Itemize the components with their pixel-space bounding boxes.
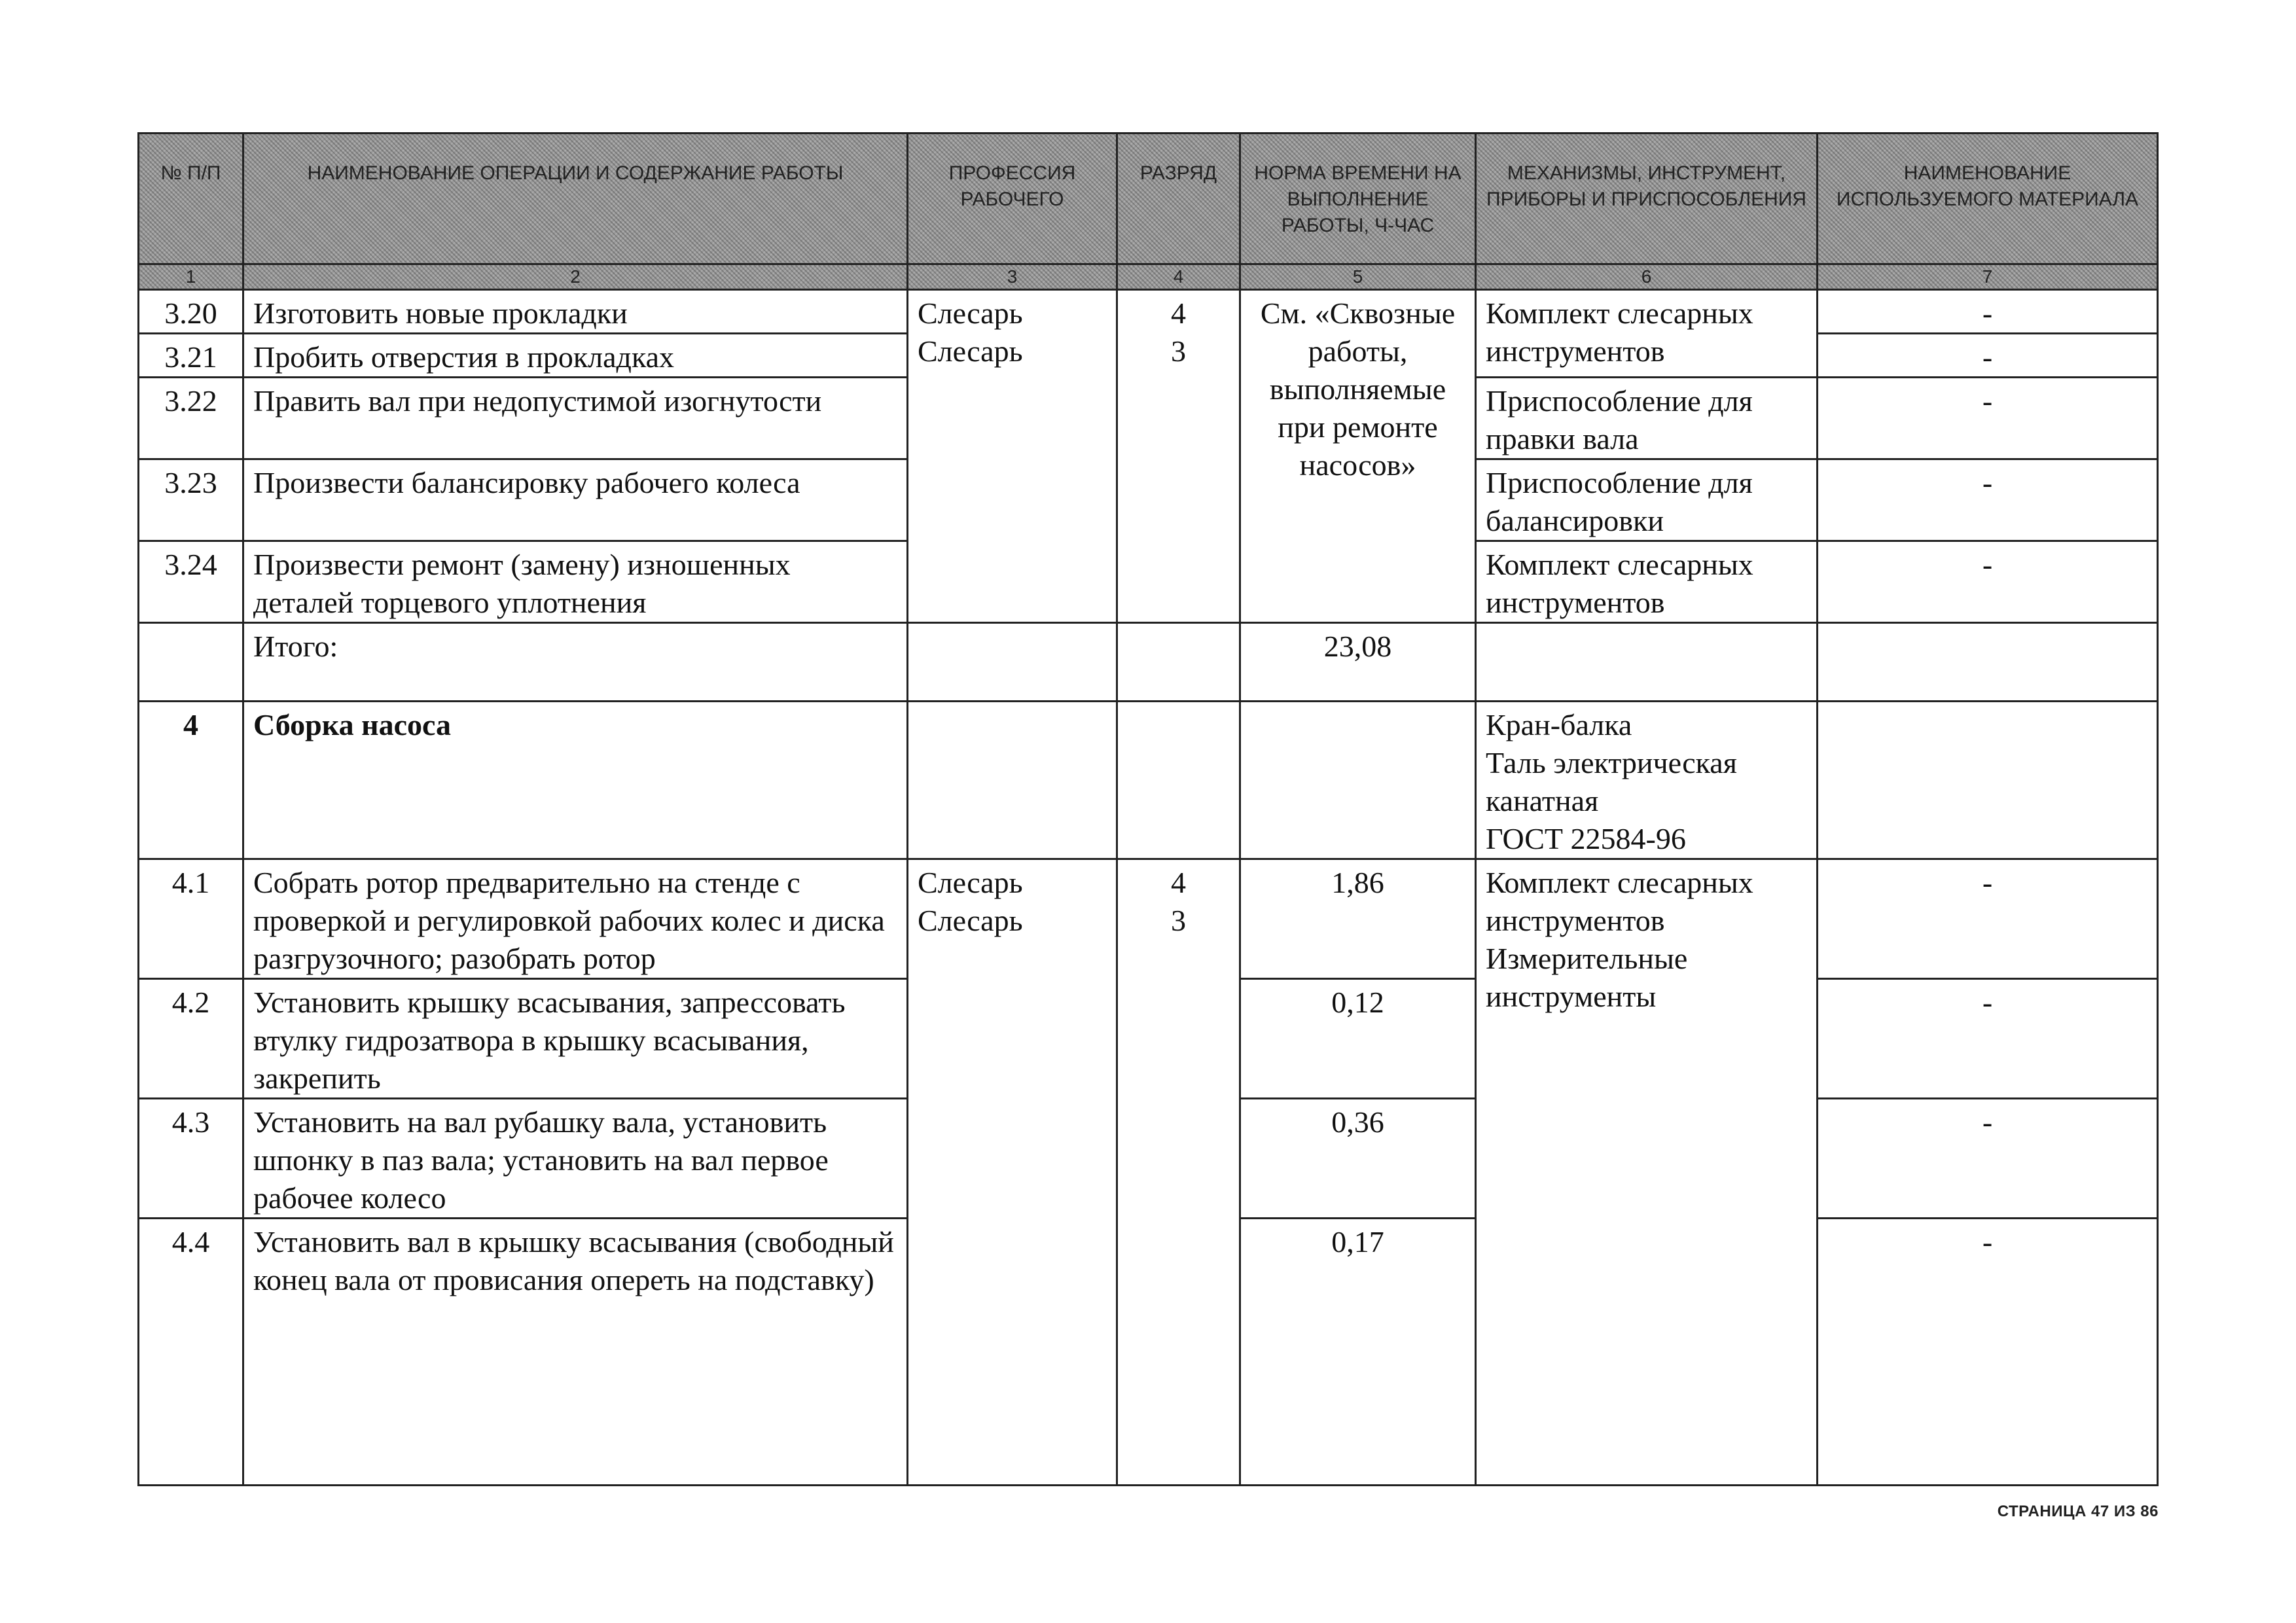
row-number: 4.3	[139, 1099, 243, 1219]
norm-cell: 1,86	[1240, 859, 1476, 979]
material-cell: -	[1818, 1099, 2158, 1219]
empty-cell	[139, 623, 243, 702]
norm-cell: 0,12	[1240, 979, 1476, 1099]
grade-cell	[1117, 859, 1240, 1486]
col-number: 2	[243, 264, 908, 290]
mechanism-cell: Приспособление для балансировки	[1476, 459, 1818, 541]
material-cell: -	[1818, 979, 2158, 1099]
col-number: 7	[1818, 264, 2158, 290]
material-cell: -	[1818, 1219, 2158, 1486]
row-number: 4.2	[139, 979, 243, 1099]
header-col-5: НОРМА ВРЕМЕНИ НА ВЫПОЛНЕНИЕ РАБОТЫ, Ч-ЧАС	[1240, 134, 1476, 264]
mechanism-line: Комплект слесарных инструментов	[1486, 866, 1753, 937]
header-col-6: МЕХАНИЗМЫ, ИНСТРУМЕНТ, ПРИБОРЫ И ПРИСПОСОБЛЕНИЯ	[1476, 134, 1818, 264]
grade: 3	[1171, 904, 1186, 937]
grade: 3	[1171, 334, 1186, 368]
mechanism-cell	[1476, 702, 1818, 859]
operation-text: Собрать ротор предварительно на стенде с проверкой и регулировкой рабочих колес и диска разгрузочного; разобрать ротор	[243, 859, 908, 979]
row-number: 3.22	[139, 378, 243, 459]
col-number: 3	[908, 264, 1117, 290]
section-title: Сборка насоса	[243, 702, 908, 859]
norm-cell: См. «Сквозные работы, выполняемые при ремонте насосов»	[1240, 290, 1476, 623]
total-row	[139, 623, 2158, 702]
mechanism-line: ГОСТ 22584-96	[1486, 822, 1686, 855]
header-col-7: НАИМЕНОВАНИЕ ИСПОЛЬЗУЕМОГО МАТЕРИАЛА	[1818, 134, 2158, 264]
row-number: 3.20	[139, 290, 243, 334]
operation-text: Править вал при недопустимой изогнутости	[243, 378, 908, 459]
profession: Слесарь	[918, 904, 1023, 937]
profession: Слесарь	[918, 866, 1023, 899]
row-number: 3.21	[139, 334, 243, 378]
grade: 4	[1171, 296, 1186, 330]
empty-cell	[1240, 702, 1476, 859]
empty-cell	[908, 623, 1117, 702]
table-row	[139, 859, 2158, 979]
col-number: 1	[139, 264, 243, 290]
material-cell: -	[1818, 459, 2158, 541]
empty-cell	[1476, 623, 1818, 702]
mechanism-cell: Комплект слесарных инструментов	[1476, 541, 1818, 623]
header-row	[139, 134, 2158, 264]
grade: 4	[1171, 866, 1186, 899]
operation-text: Установить вал в крышку всасывания (свободный конец вала от провисания опереть на подставку)	[243, 1219, 908, 1486]
mechanism-cell: Приспособление для правки вала	[1476, 378, 1818, 459]
total-value: 23,08	[1240, 623, 1476, 702]
operations-table	[137, 132, 2159, 1486]
section-row	[139, 702, 2158, 859]
profession-cell	[908, 859, 1117, 1486]
header-col-2: НАИМЕНОВАНИЕ ОПЕРАЦИИ И СОДЕРЖАНИЕ РАБОТЫ	[243, 134, 908, 264]
row-number: 4.4	[139, 1219, 243, 1486]
norm-cell: 0,36	[1240, 1099, 1476, 1219]
row-number: 3.24	[139, 541, 243, 623]
mechanism-line: Таль электрическая канатная	[1486, 746, 1737, 817]
empty-cell	[1818, 702, 2158, 859]
grade-cell	[1117, 290, 1240, 623]
row-number: 4.1	[139, 859, 243, 979]
empty-cell	[1818, 623, 2158, 702]
header-col-1: № П/П	[139, 134, 243, 264]
row-number: 3.23	[139, 459, 243, 541]
empty-cell	[1117, 623, 1240, 702]
col-number: 4	[1117, 264, 1240, 290]
material-cell: -	[1818, 541, 2158, 623]
mechanism-cell	[1476, 859, 1818, 1486]
profession-cell	[908, 290, 1117, 623]
operation-text: Установить на вал рубашку вала, установить шпонку в паз вала; установить на вал первое рабочее колесо	[243, 1099, 908, 1219]
mechanism-line: Измерительные инструменты	[1486, 942, 1688, 1013]
norm-cell: 0,17	[1240, 1219, 1476, 1486]
column-number-row	[139, 264, 2158, 290]
operation-text: Произвести балансировку рабочего колеса	[243, 459, 908, 541]
profession: Слесарь	[918, 334, 1023, 368]
page-number: СТРАНИЦА 47 ИЗ 86	[1997, 1503, 2159, 1520]
operation-text: Произвести ремонт (замену) изношенных деталей торцевого уплотнения	[243, 541, 908, 623]
header-col-4: РАЗРЯД	[1117, 134, 1240, 264]
empty-cell	[1117, 702, 1240, 859]
operation-text: Установить крышку всасывания, запрессовать втулку гидрозатвора в крышку всасывания, закрепить	[243, 979, 908, 1099]
material-cell: -	[1818, 378, 2158, 459]
material-cell: -	[1818, 859, 2158, 979]
col-number: 6	[1476, 264, 1818, 290]
header-col-3: ПРОФЕССИЯ РАБОЧЕГО	[908, 134, 1117, 264]
operation-text: Изготовить новые прокладки	[243, 290, 908, 334]
mechanism-cell: Комплект слесарных инструментов	[1476, 290, 1818, 378]
table-row	[139, 290, 2158, 334]
material-cell: -	[1818, 290, 2158, 334]
profession: Слесарь	[918, 296, 1023, 330]
empty-cell	[908, 702, 1117, 859]
section-number: 4	[139, 702, 243, 859]
operation-text: Пробить отверстия в прокладках	[243, 334, 908, 378]
mechanism-line: Кран-балка	[1486, 708, 1632, 741]
col-number: 5	[1240, 264, 1476, 290]
total-label: Итого:	[243, 623, 908, 702]
material-cell: -	[1818, 334, 2158, 378]
